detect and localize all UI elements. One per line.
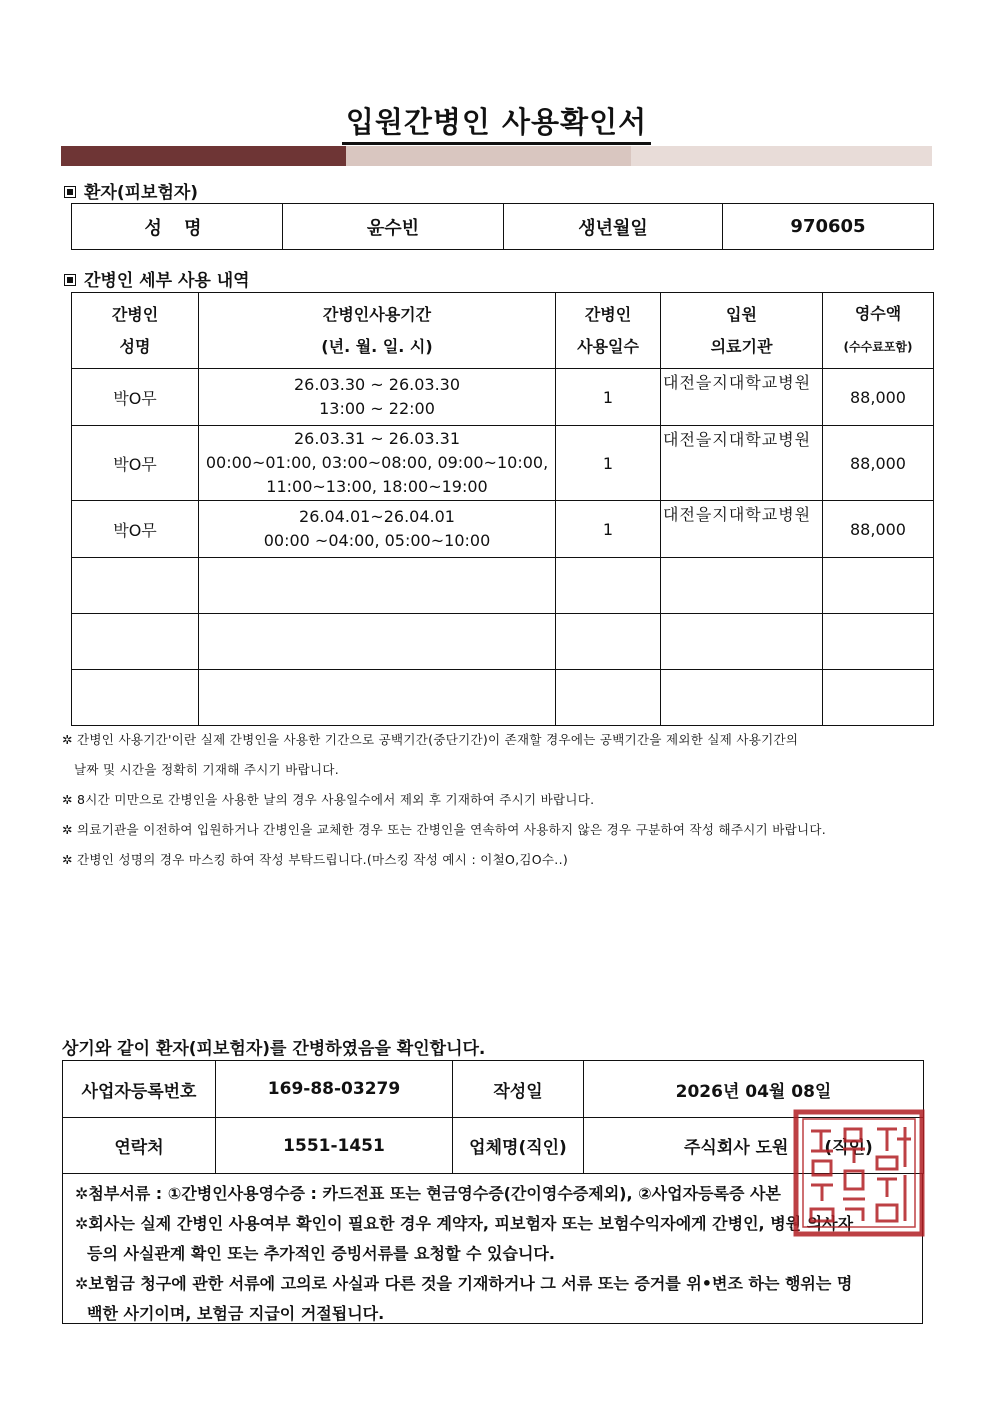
date-label: 작성일 (453, 1061, 584, 1118)
name-value: 윤수빈 (283, 204, 504, 250)
bizno-label: 사업자등록번호 (63, 1061, 216, 1118)
row-days: 1 (556, 426, 661, 501)
row-period: 26.03.30 ~ 26.03.30 13:00 ~ 22:00 (199, 369, 556, 426)
dob-label: 생년월일 (504, 204, 723, 250)
note-3: ✲ 의료기관을 이전하여 입원하거나 간병인을 교체한 경우 또는 간병인을 연속하여 사용하지 않은 경우 구분하여 작성 해주시기 바랍니다. (62, 822, 827, 837)
note-1: ✲ 간병인 사용기간'이란 실제 간병인을 사용한 기간으로 공백기간(중단기간)이 존재할 경우에는 공백기간을 제외한 실제 사용기간의 (62, 732, 799, 747)
patient-section-heading: 환자(피보험자) (64, 178, 198, 203)
header-hospital: 입원 의료기관 (661, 293, 823, 369)
title-bar-light (631, 146, 932, 166)
company-value: 주식회사 도원 (직인) (584, 1118, 924, 1174)
note-2: ✲ 8시간 미만으로 간병인을 사용한 날의 경우 사용일수에서 제외 후 기재하여 주시기 바랍니다. (62, 792, 595, 807)
attachment-line: ✲보험금 청구에 관한 서류에 고의로 사실과 다른 것을 기재하거나 그 서류 또는 증거를 위•변조 하는 행위는 명 (75, 1274, 853, 1293)
row-period: 26.03.31 ~ 26.03.31 00:00~01:00, 03:00~08:00, 09:00~10:00, 11:00~13:00, 18:00~19:00 (199, 426, 556, 501)
row-name: 박O무 (72, 501, 199, 558)
title-bar-dark (61, 146, 346, 166)
name-label: 성 명 (72, 204, 283, 250)
contact-value: 1551-1451 (216, 1118, 453, 1174)
row-hospital: 대전을지대학교병원 (661, 369, 823, 426)
date-value: 2026년 04월 08일 (584, 1061, 924, 1118)
note-1-cont: 날짜 및 시간을 정확히 기재해 주시기 바랍니다. (74, 762, 340, 777)
detail-section-heading: 간병인 세부 사용 내역 (64, 266, 250, 291)
row-hospital: 대전을지대학교병원 (661, 501, 823, 558)
row-name: 박O무 (72, 369, 199, 426)
title-bar-mid (346, 146, 631, 166)
row-period: 26.04.01~26.04.01 00:00 ~04:00, 05:00~10:00 (199, 501, 556, 558)
empty-row (72, 670, 934, 726)
dob-value: 970605 (723, 204, 934, 250)
row-amount: 88,000 (823, 369, 934, 426)
company-label: 업체명(직인) (453, 1118, 584, 1174)
empty-row (72, 558, 934, 614)
header-caregiver-name: 간병인 성명 (72, 293, 199, 369)
row-days: 1 (556, 369, 661, 426)
row-amount: 88,000 (823, 501, 934, 558)
empty-row (72, 614, 934, 670)
contact-label: 연락처 (63, 1118, 216, 1174)
header-period: 간병인사용기간 (년. 월. 일. 시) (199, 293, 556, 369)
square-bullet-icon (64, 186, 76, 198)
table-row (72, 501, 934, 558)
bizno-value: 169-88-03279 (216, 1061, 453, 1118)
header-amount: 영수액 (수수료포함) (823, 293, 934, 369)
detail-table (71, 292, 934, 726)
company-seal-stamp (793, 1109, 925, 1237)
page-title: 입원간병인 사용확인서 (0, 100, 993, 141)
row-name: 박O무 (72, 426, 199, 501)
header-days: 간병인 사용일수 (556, 293, 661, 369)
patient-table (71, 203, 934, 250)
row-amount: 88,000 (823, 426, 934, 501)
table-row (72, 369, 934, 426)
row-hospital: 대전을지대학교병원 (661, 426, 823, 501)
attachment-line: ✲첨부서류 : ①간병인사용영수증 : 카드전표 또는 현금영수증(간이영수증제외), ②사업자등록증 사본 (75, 1184, 781, 1203)
attachment-line: ✲회사는 실제 간병인 사용여부 확인이 필요한 경우 계약자, 피보험자 또는 보험수익자에게 간병인, 병원 의사자 (75, 1214, 854, 1233)
confirm-statement: 상기와 같이 환자(피보험자)를 간병하였음을 확인합니다. (62, 1039, 486, 1059)
table-row (72, 426, 934, 501)
square-bullet-icon (64, 274, 76, 286)
row-days: 1 (556, 501, 661, 558)
attachment-line: 백한 사기이며, 보험금 지급이 거절됩니다. (87, 1304, 385, 1323)
note-4: ✲ 간병인 성명의 경우 마스킹 하여 작성 부탁드립니다.(마스킹 작성 예시 : 이철O,김O수..) (62, 852, 569, 867)
seal-mark-text: (직인) (824, 1138, 873, 1158)
attachment-line: 등의 사실관계 확인 또는 추가적인 증빙서류를 요청할 수 있습니다. (87, 1244, 555, 1263)
